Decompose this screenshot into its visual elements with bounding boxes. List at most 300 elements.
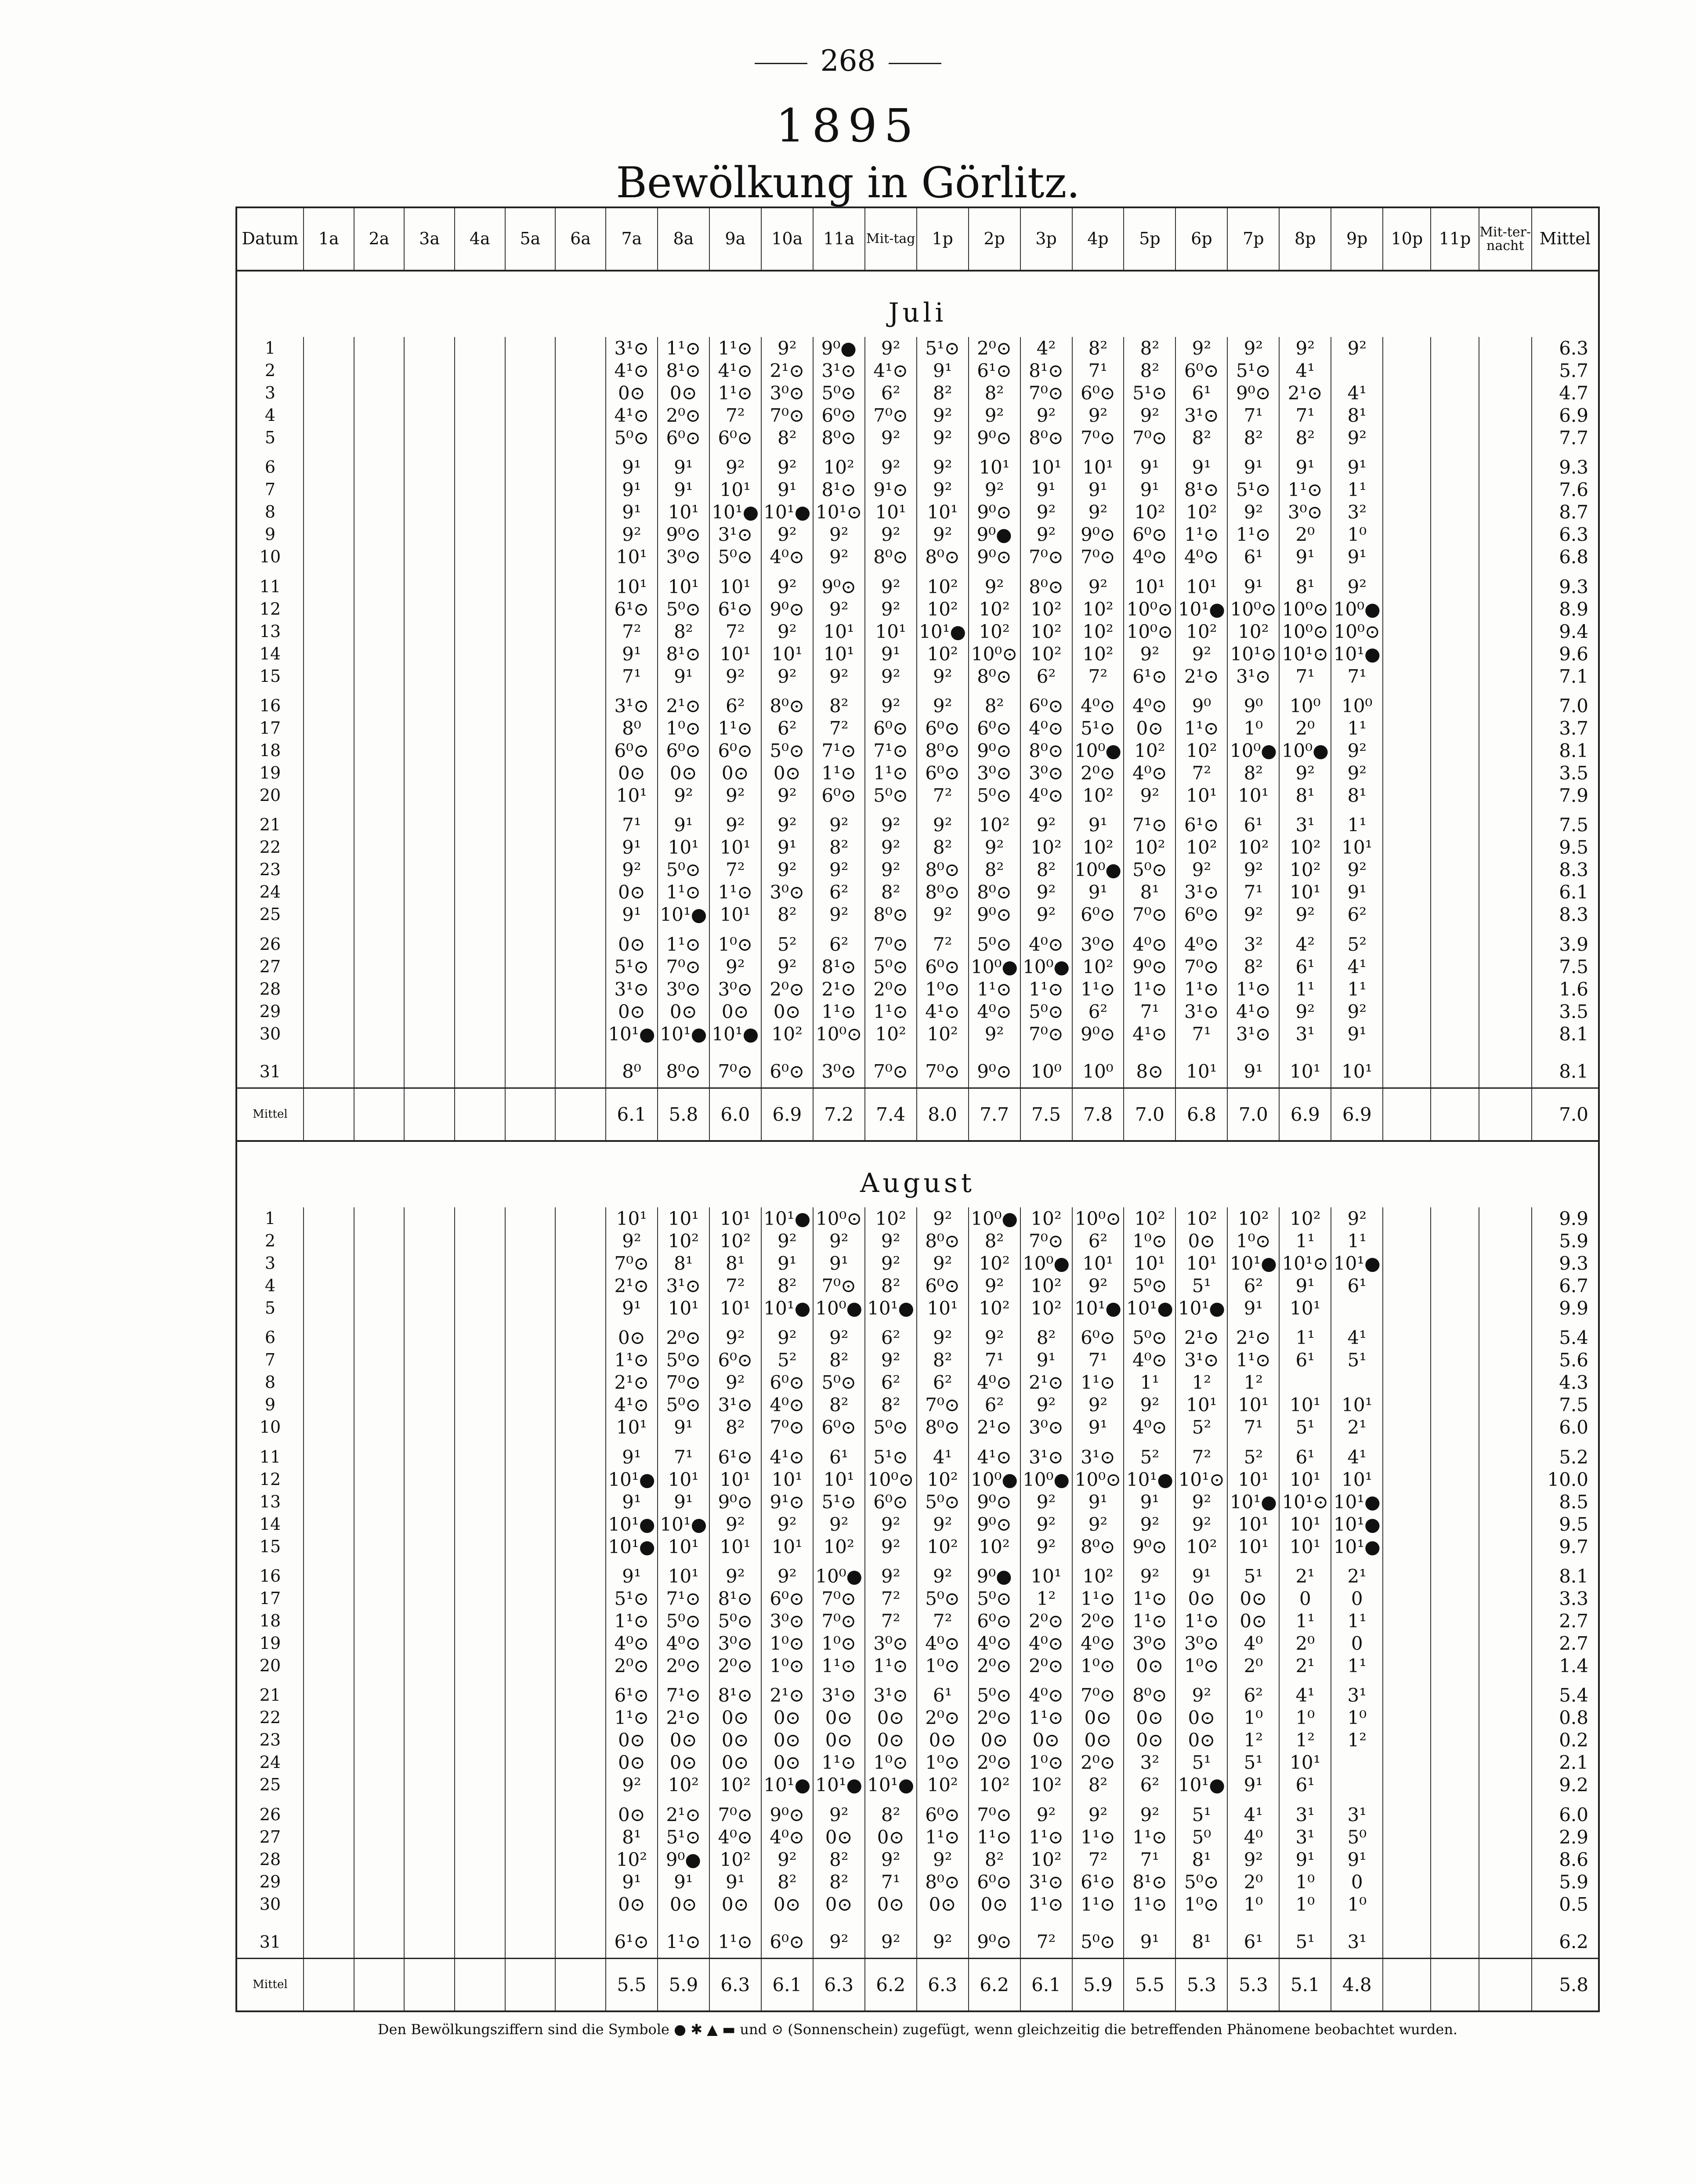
cloud-value: 7⁰⊙: [821, 1610, 857, 1632]
cloud-value: 4¹⊙: [770, 1446, 805, 1468]
cloud-value: 9²: [881, 1349, 900, 1371]
hour-cell: [1020, 1446, 1072, 1565]
hour-cell: [1479, 1207, 1532, 1326]
hour-cell: [865, 1804, 917, 1923]
cloud-value: 9⁰●: [665, 1848, 701, 1870]
cloud-value: 9²: [777, 1513, 797, 1535]
hour-cell: [1383, 1565, 1431, 1684]
hour-cell: [1020, 1923, 1072, 1958]
cloud-value: 3⁰⊙: [1287, 501, 1323, 523]
cloud-value: 9²: [881, 524, 900, 546]
hour-cell: [404, 337, 455, 456]
day-number: 16: [259, 695, 281, 715]
hour-cell: [761, 814, 813, 933]
hour-cell: [1072, 1207, 1124, 1326]
day-mean: 7.0: [1559, 695, 1588, 717]
cloud-value: 5⁰⊙: [977, 1684, 1012, 1706]
hour-cell: [606, 1326, 658, 1445]
hour-cell: [555, 576, 606, 695]
hour-mean: 6.0: [709, 1088, 761, 1141]
cloud-value: 6²: [1244, 1684, 1263, 1706]
hour-cell: [761, 1052, 813, 1088]
cloud-value: 9¹: [674, 1871, 693, 1893]
day-mean: 7.5: [1559, 814, 1588, 836]
day-group-row: [236, 814, 1599, 933]
cloud-value: 6⁰⊙: [925, 1275, 960, 1297]
empty-cell: [505, 1958, 556, 2011]
hour-cell: [1124, 1326, 1175, 1445]
cloud-value: 1¹⊙: [1132, 1610, 1167, 1632]
hour-cell: [404, 1326, 455, 1445]
column-header: 11a: [813, 207, 865, 271]
hour-cell: [455, 933, 505, 1052]
hour-cell: [1331, 1684, 1383, 1803]
cloud-value: 8²: [1244, 762, 1263, 784]
cloud-value: 0⊙: [618, 1893, 645, 1915]
daily-mean-cell: [1532, 695, 1599, 814]
cloud-value: 6⁰⊙: [925, 1804, 960, 1825]
cloud-value: 10¹: [1290, 1468, 1321, 1490]
cloud-value: 9¹: [622, 1871, 641, 1893]
daily-mean-cell: [1532, 1565, 1599, 1684]
cloud-value: 10⁰⊙: [1074, 1468, 1121, 1490]
cloud-value: 9¹: [1295, 1275, 1315, 1297]
cloud-value: 7¹: [1088, 360, 1108, 382]
hour-cell: [1331, 814, 1383, 933]
daily-mean-cell: [1532, 1684, 1599, 1803]
cloud-value: 9¹: [622, 904, 641, 926]
hour-cell: [658, 1684, 709, 1803]
cloud-value: 8²: [829, 1349, 849, 1371]
cloud-value: 10¹: [1290, 881, 1321, 903]
hour-mean: 6.9: [761, 1088, 813, 1141]
hour-mean: 6.2: [969, 1958, 1020, 2011]
hour-cell: [1072, 1804, 1124, 1923]
hour-cell: [606, 814, 658, 933]
cloud-value: 9²: [1347, 337, 1367, 359]
cloud-value: 8²: [1088, 337, 1108, 359]
cloud-value: 7⁰⊙: [1029, 1023, 1063, 1045]
hour-mean: 5.5: [1124, 1958, 1175, 2011]
cloud-value: 9²: [1036, 881, 1056, 903]
cloud-value: 4¹⊙: [1132, 1023, 1167, 1045]
day-number: 8: [264, 1373, 276, 1392]
cloud-value: 2¹⊙: [977, 1416, 1012, 1438]
cloud-value: 5¹: [1192, 1752, 1211, 1774]
cloud-value: 6⁰⊙: [770, 1372, 805, 1394]
cloud-value: 1¹⊙: [1184, 1610, 1219, 1632]
empty-cell: [304, 1958, 354, 2011]
hour-cell: [1124, 576, 1175, 695]
cloud-value: 10¹: [1342, 837, 1373, 858]
cloud-value: 3¹⊙: [1184, 881, 1219, 903]
cloud-value: 8⁰⊙: [925, 1416, 960, 1438]
cloud-value: 10¹: [1290, 1394, 1321, 1416]
cloud-value: 6⁰⊙: [977, 1871, 1012, 1893]
cloud-value: 5⁰⊙: [925, 1491, 960, 1513]
cloud-value: 10⁰●: [1333, 598, 1381, 620]
day-mean: 3.5: [1559, 762, 1588, 784]
cloud-value: 1¹⊙: [1236, 978, 1271, 1000]
cloud-value: 6¹: [1244, 546, 1263, 568]
hour-cell: [1279, 456, 1331, 575]
hour-cell: [1227, 1207, 1279, 1326]
column-header: 7p: [1227, 207, 1279, 271]
day-number: 14: [259, 1514, 281, 1534]
cloud-value: 0⊙: [618, 933, 645, 955]
cloud-value: 5⁰: [1192, 1826, 1211, 1848]
cloud-value: 8¹: [1295, 576, 1315, 598]
cloud-value: 7²: [1192, 762, 1211, 784]
cloud-value: 8²: [777, 1871, 797, 1893]
cloud-value: 5⁰⊙: [821, 382, 857, 404]
empty-cell: [1479, 1958, 1532, 2011]
cloud-value: 1⁰⊙: [925, 1752, 960, 1774]
cloud-value: 3⁰⊙: [1184, 1632, 1219, 1654]
cloud-value: 3¹: [1347, 1931, 1367, 1953]
cloud-value: 10¹⊙: [1282, 1253, 1329, 1275]
cloud-value: 2¹⊙: [614, 1275, 649, 1297]
cloud-value: 10¹: [1290, 1061, 1321, 1083]
cloud-value: 10¹●: [1126, 1297, 1173, 1319]
cloud-value: 9²: [1036, 1804, 1056, 1825]
hour-cell: [917, 1565, 969, 1684]
hour-cell: [813, 1684, 865, 1803]
cloud-value: 9¹: [1244, 1297, 1263, 1319]
cloud-value: 1¹⊙: [1132, 978, 1167, 1000]
hour-mean: 7.8: [1072, 1088, 1124, 1141]
cloud-value: 7¹⊙: [666, 1587, 701, 1609]
cloud-value: 6²: [984, 1394, 1004, 1416]
cloud-value: 0⊙: [1188, 1230, 1215, 1252]
cloud-value: 5¹⊙: [1236, 479, 1271, 501]
cloud-value: 10¹●: [815, 1774, 863, 1796]
hour-cell: [1175, 933, 1227, 1052]
cloud-value: 0: [1299, 1587, 1311, 1609]
hour-cell: [505, 576, 556, 695]
cloud-value: 6⁰⊙: [666, 427, 701, 449]
cloud-value: 7⁰⊙: [666, 1372, 701, 1394]
cloud-value: 9²: [881, 1230, 900, 1252]
cloud-value: 10¹: [1186, 784, 1217, 806]
cloud-value: 10²: [720, 1230, 751, 1252]
hour-cell: [505, 1565, 556, 1684]
column-header: 4a: [455, 207, 505, 271]
cloud-value: 10¹●: [867, 1297, 915, 1319]
cloud-value: 6¹⊙: [977, 360, 1012, 382]
hour-cell: [1431, 1326, 1479, 1445]
hour-cell: [1279, 1923, 1331, 1958]
cloud-value: 5¹: [1347, 1349, 1367, 1371]
cloud-value: 1⁰: [1295, 1871, 1315, 1893]
cloud-value: 8⁰⊙: [873, 546, 908, 568]
cloud-value: 7²: [1036, 1931, 1056, 1953]
hour-cell: [606, 1804, 658, 1923]
hour-cell: [1020, 1684, 1072, 1803]
cloud-value: 10²: [1134, 1208, 1165, 1230]
cloud-value: 4⁰⊙: [977, 1372, 1012, 1394]
hour-cell: [1279, 1684, 1331, 1803]
hour-cell: [1124, 1565, 1175, 1684]
cloud-value: 10¹●: [763, 501, 811, 523]
cloud-value: 1¹: [1347, 1610, 1367, 1632]
day-mean: 8.7: [1559, 501, 1588, 523]
cloud-value: 10⁰⊙: [971, 643, 1018, 665]
cloud-value: 1¹: [1347, 1230, 1367, 1252]
hour-cell: [1383, 1804, 1431, 1923]
day-number: 28: [259, 979, 281, 999]
cloud-value: 10²: [979, 1297, 1010, 1319]
hour-mean: 5.8: [658, 1088, 709, 1141]
cloud-value: 6²: [1036, 665, 1056, 687]
cloud-value: 10⁰: [1031, 1061, 1062, 1083]
cloud-value: 4⁰⊙: [977, 1632, 1012, 1654]
day-mean: 9.3: [1559, 456, 1588, 478]
cloud-value: 3⁰⊙: [718, 978, 753, 1000]
hour-cell: [658, 1446, 709, 1565]
cloud-value: 3⁰⊙: [1132, 1632, 1167, 1654]
cloud-value: 7⁰⊙: [1081, 427, 1115, 449]
hour-cell: [555, 456, 606, 575]
hour-cell: [606, 456, 658, 575]
cloud-value: 10¹: [1031, 456, 1062, 478]
cloud-value: 5¹⊙: [821, 1491, 857, 1513]
column-header: Mit-tag: [865, 207, 917, 271]
cloud-value: 0⊙: [877, 1707, 904, 1729]
cloud-value: 3²: [1244, 933, 1263, 955]
cloud-value: 7¹: [1347, 665, 1367, 687]
cloud-value: 1⁰⊙: [925, 1655, 960, 1677]
hour-cell: [1227, 1684, 1279, 1803]
cloud-value: 0⊙: [618, 881, 645, 903]
hour-cell: [1431, 456, 1479, 575]
day-mean: 2.7: [1559, 1610, 1588, 1632]
cloud-value: 6¹: [829, 1446, 849, 1468]
cloud-value: 9²: [933, 524, 952, 546]
cloud-value: 10¹: [668, 501, 699, 523]
cloud-value: 2¹⊙: [1287, 382, 1323, 404]
hour-cell: [304, 456, 354, 575]
hour-cell: [304, 1804, 354, 1923]
cloud-value: 9¹: [1295, 546, 1315, 568]
hour-cell: [606, 695, 658, 814]
cloud-value: 1¹⊙: [614, 1707, 649, 1729]
cloud-value: 1¹⊙: [821, 1000, 857, 1022]
cloud-value: 10¹: [720, 1468, 751, 1490]
hour-cell: [304, 1052, 354, 1088]
cloud-value: 8²: [1088, 1774, 1108, 1796]
cloud-value: 7²: [933, 784, 952, 806]
cloud-value: 10¹: [927, 501, 958, 523]
hour-cell: [658, 814, 709, 933]
hour-cell: [1383, 1207, 1431, 1326]
hour-mean: 6.8: [1175, 1088, 1227, 1141]
cloud-value: 10¹: [1082, 1253, 1114, 1275]
cloud-value: 7¹: [1244, 881, 1263, 903]
cloud-value: 10¹: [1186, 576, 1217, 598]
daily-mean-cell: [1532, 456, 1599, 575]
cloud-value: 8⁰: [622, 1061, 641, 1083]
cloud-value: 7¹: [1192, 1023, 1211, 1045]
empty-cell: [1431, 1088, 1479, 1141]
hour-cell: [304, 576, 354, 695]
cloud-value: 10²: [979, 1253, 1010, 1275]
hour-cell: [813, 1052, 865, 1088]
hour-cell: [455, 1565, 505, 1684]
hour-cell: [505, 1804, 556, 1923]
cloud-value: 7⁰⊙: [1029, 546, 1063, 568]
cloud-value: 0⊙: [929, 1729, 956, 1751]
day-number: 31: [259, 1932, 281, 1952]
cloud-value: 0⊙: [877, 1893, 904, 1915]
cloud-value: 8⁰⊙: [1029, 427, 1063, 449]
hour-cell: [1383, 933, 1431, 1052]
cloud-value: 9²: [1140, 643, 1160, 665]
cloud-value: 1⁰: [1347, 1707, 1367, 1729]
hour-cell: [917, 1923, 969, 1958]
column-header: Datum: [236, 207, 304, 271]
hour-cell: [1020, 933, 1072, 1052]
cloud-value: 3⁰⊙: [1029, 1416, 1063, 1438]
hour-cell: [1175, 456, 1227, 575]
empty-cell: [404, 1088, 455, 1141]
cloud-value: 6¹: [1295, 1774, 1315, 1796]
cloud-value: 7²: [726, 405, 745, 427]
hour-cell: [455, 1923, 505, 1958]
daily-mean-cell: [1532, 1052, 1599, 1088]
hour-cell: [606, 1207, 658, 1326]
cloud-value: 9²: [726, 814, 745, 836]
day-mean: 5.9: [1559, 1871, 1588, 1893]
day-mean: 8.3: [1559, 904, 1588, 926]
cloud-value: 9²: [829, 904, 849, 926]
empty-cell: [555, 1958, 606, 2011]
cloud-value: 10¹●: [1230, 1253, 1277, 1275]
day-mean: 6.7: [1559, 1275, 1588, 1297]
cloud-value: 9²: [933, 405, 952, 427]
cloud-value: 6²: [1244, 1275, 1263, 1297]
hour-cell: [1383, 1326, 1431, 1445]
cloud-value: 10¹●: [763, 1774, 811, 1796]
cloud-value: 0: [1351, 1587, 1363, 1609]
cloud-value: 6¹: [1244, 1931, 1263, 1953]
cloud-value: 0⊙: [618, 762, 645, 784]
cloud-value: 1¹: [1295, 1327, 1315, 1349]
cloud-value: 9²: [777, 814, 797, 836]
cloud-value: 8²: [829, 1394, 849, 1416]
hour-cell: [1072, 1565, 1124, 1684]
cloud-value: 6⁰⊙: [614, 739, 649, 761]
cloud-value: 7⁰⊙: [873, 405, 908, 427]
date-cell: [236, 1923, 304, 1958]
column-header: 8a: [658, 207, 709, 271]
cloud-value: 10¹: [668, 1536, 699, 1557]
day-group-row: [236, 1684, 1599, 1803]
hour-cell: [813, 337, 865, 456]
cloud-value: 10¹: [1342, 1394, 1373, 1416]
cloud-value: 7¹: [1244, 405, 1263, 427]
cloud-value: 5¹⊙: [1236, 360, 1271, 382]
cloud-value: 9²: [933, 1565, 952, 1587]
cloud-value: 10¹: [1238, 784, 1269, 806]
cloud-value: 9²: [1295, 337, 1315, 359]
cloud-value: 10¹: [720, 576, 751, 598]
cloud-value: 0⊙: [1084, 1707, 1112, 1729]
date-cell: [236, 1326, 304, 1445]
cloud-value: 0⊙: [877, 1826, 904, 1848]
day-mean: 7.7: [1559, 427, 1588, 449]
page-number: 268: [0, 44, 1696, 78]
hour-cell: [1279, 1446, 1331, 1565]
hour-cell: [969, 576, 1020, 695]
day-number: 6: [264, 457, 276, 477]
hour-cell: [304, 1684, 354, 1803]
hour-cell: [1072, 456, 1124, 575]
cloud-value: 10⁰⊙: [1126, 620, 1173, 642]
cloud-value: 6¹⊙: [614, 1684, 649, 1706]
hour-mean: 5.3: [1175, 1958, 1227, 2011]
cloud-value: 4⁰: [1244, 1632, 1263, 1654]
hour-cell: [354, 1326, 405, 1445]
cloud-value: 3¹⊙: [1029, 1871, 1063, 1893]
cloud-value: 10¹: [668, 1565, 699, 1587]
day-mean: 1.6: [1559, 978, 1588, 1000]
column-header: 9p: [1331, 207, 1383, 271]
cloud-value: 1¹⊙: [718, 881, 753, 903]
hour-cell: [455, 337, 505, 456]
hour-cell: [1479, 1446, 1532, 1565]
hour-cell: [813, 1804, 865, 1923]
day-mean: 2.7: [1559, 1632, 1588, 1654]
cloud-value: 10²: [927, 1774, 958, 1796]
monthly-mean-row: [236, 1958, 1599, 2011]
cloud-value: 3⁰⊙: [666, 546, 701, 568]
hour-cell: [969, 456, 1020, 575]
cloud-value: 5¹: [1192, 1275, 1211, 1297]
cloud-value: 7⁰⊙: [1184, 956, 1219, 978]
cloud-value: 9¹: [1088, 1491, 1108, 1513]
hour-mean: 6.9: [1331, 1088, 1383, 1141]
day-mean: 7.5: [1559, 956, 1588, 978]
cloud-value: 8²: [777, 427, 797, 449]
cloud-value: 5¹⊙: [614, 956, 649, 978]
cloud-value: 6¹⊙: [1184, 814, 1219, 836]
cloud-value: 1¹⊙: [1236, 524, 1271, 546]
day-mean: 9.5: [1559, 1513, 1588, 1535]
hour-cell: [1072, 1684, 1124, 1803]
cloud-value: 7⁰⊙: [873, 933, 908, 955]
cloud-value: 7¹⊙: [873, 739, 908, 761]
cloud-value: 4⁰⊙: [1184, 933, 1219, 955]
page-title: Bewölkung in Görlitz.: [616, 158, 1080, 207]
hour-cell: [304, 695, 354, 814]
cloud-value: 9⁰⊙: [718, 1491, 753, 1513]
cloud-value: 10⁰●: [971, 1208, 1018, 1230]
cloud-value: 10¹: [1342, 1468, 1373, 1490]
daily-mean-cell: [1532, 814, 1599, 933]
cloud-value: 10¹: [1134, 1253, 1165, 1275]
cloud-value: 2⁰⊙: [666, 1655, 701, 1677]
cloud-value: 2⁰⊙: [666, 405, 701, 427]
cloud-value: 10²: [1031, 837, 1062, 858]
cloud-value: 9²: [622, 1230, 641, 1252]
hour-cell: [404, 1052, 455, 1088]
cloud-value: 9²: [933, 1327, 952, 1349]
cloud-value: 1²: [1295, 1729, 1315, 1751]
cloud-value: 1¹⊙: [718, 382, 753, 404]
cloud-value: 3¹⊙: [1081, 1446, 1115, 1468]
hour-cell: [1383, 456, 1431, 575]
